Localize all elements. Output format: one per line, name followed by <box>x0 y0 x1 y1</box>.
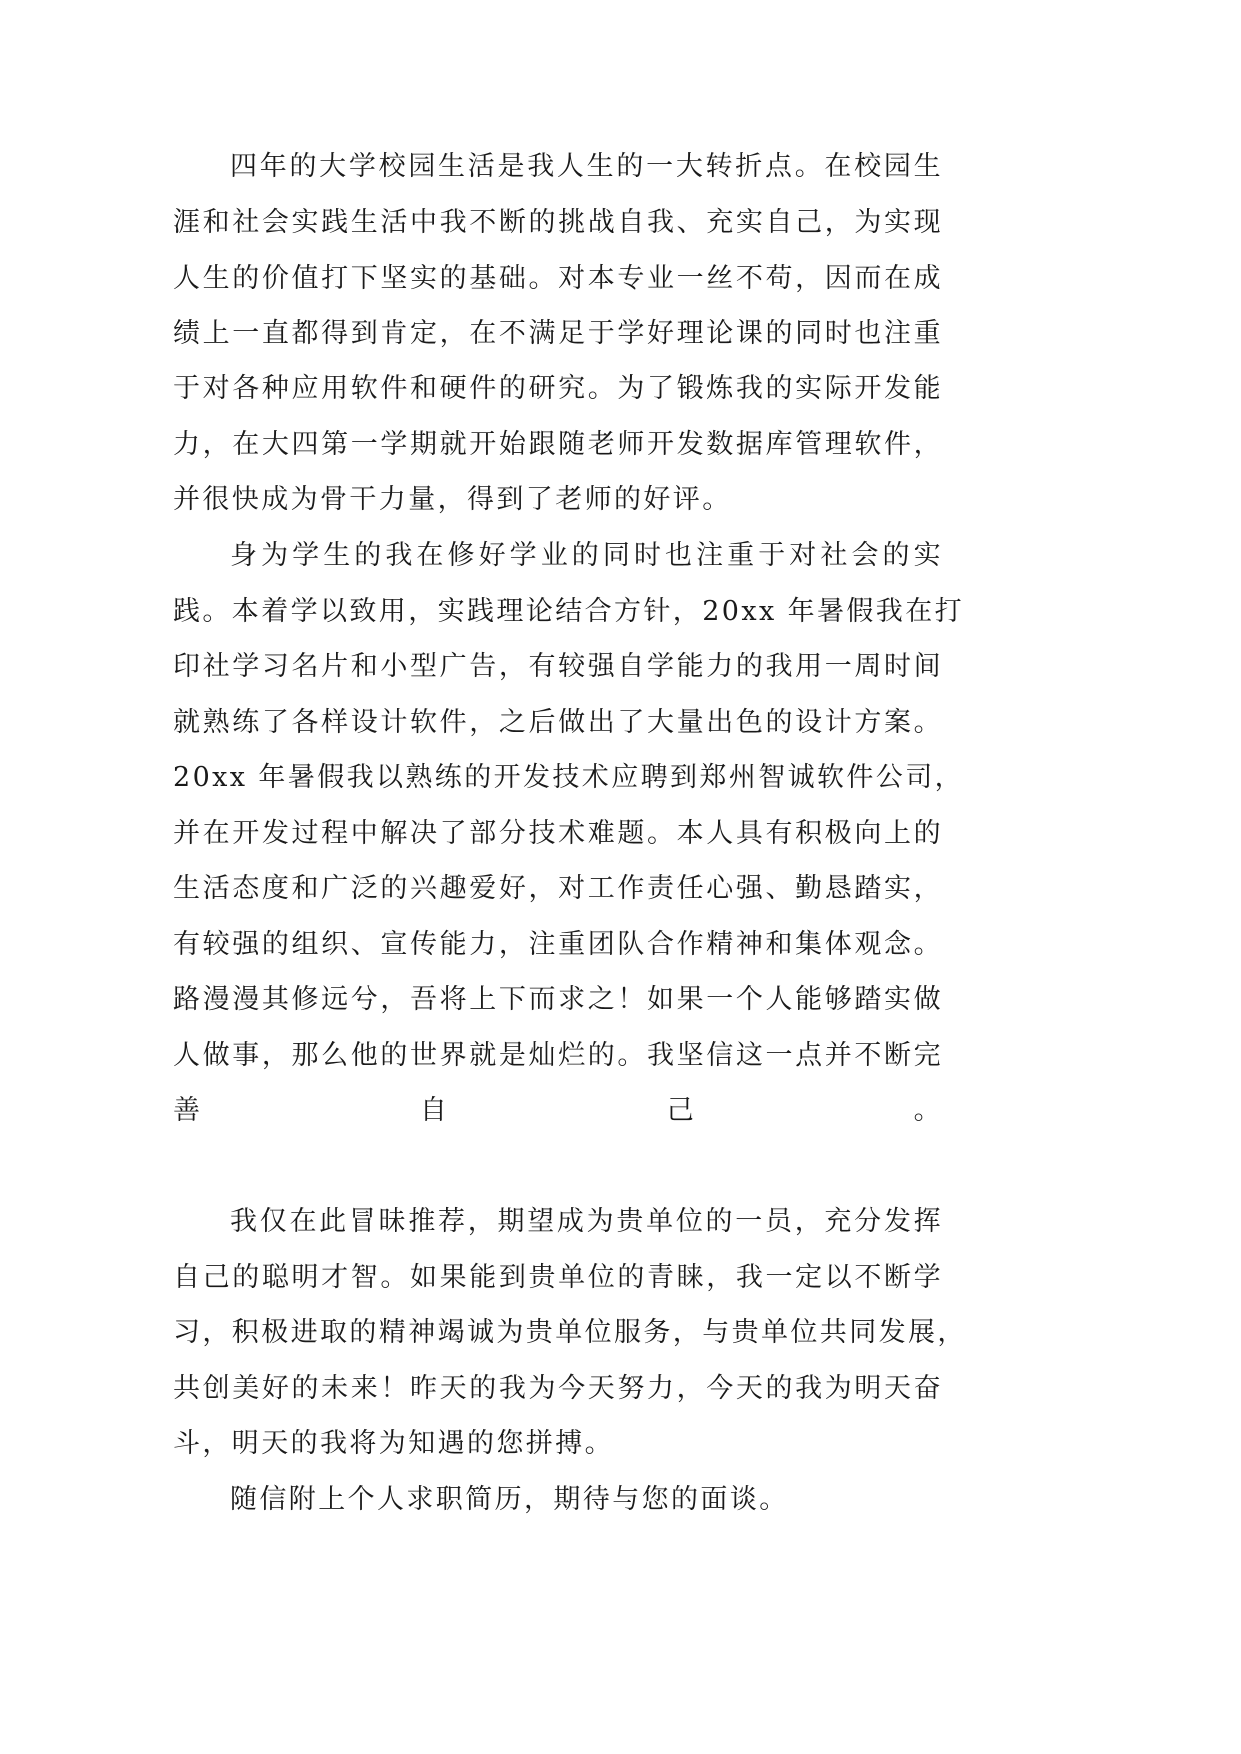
paragraph-3-line-5: 斗，明天的我将为知遇的您拼搏。 <box>173 1428 614 1459</box>
paragraph-2-line-6: 并在开发过程中解决了部分技术难题。本人具有积极向上的 <box>173 818 943 849</box>
paragraph-3-line-1: 我仅在此冒昧推荐，期望成为贵单位的一员，充分发挥 <box>230 1206 943 1237</box>
paragraph-1-line-3: 人生的价值打下坚实的基础。对本专业一丝不苟，因而在成 <box>173 263 943 294</box>
paragraph-1-line-7: 并很快成为骨干力量，得到了老师的好评。 <box>173 484 732 515</box>
paragraph-2-line-10: 人做事，那么他的世界就是灿烂的。我坚信这一点并不断完 <box>173 1040 943 1071</box>
paragraph-2-line-5: 20xx 年暑假我以熟练的开发技术应聘到郑州智诚软件公司， <box>173 762 964 793</box>
paragraph-2-line-2: 践。本着学以致用，实践理论结合方针，20xx 年暑假我在打 <box>173 596 964 627</box>
paragraph-1-line-2: 涯和社会实践生活中我不断的挑战自我、充实自己，为实现 <box>173 207 943 238</box>
paragraph-2-line-3: 印社学习名片和小型广告，有较强自学能力的我用一周时间 <box>173 651 943 682</box>
paragraph-2-line-11: 善自己。 <box>173 1095 943 1126</box>
paragraph-3-line-2: 自己的聪明才智。如果能到贵单位的青睐，我一定以不断学 <box>173 1262 943 1293</box>
paragraph-2-line-1: 身为学生的我在修好学业的同时也注重于对社会的实 <box>230 540 943 571</box>
paragraph-4-line-1: 随信附上个人求职简历，期待与您的面谈。 <box>230 1484 789 1515</box>
paragraph-3-line-3: 习，积极进取的精神竭诚为贵单位服务，与贵单位共同发展， <box>173 1317 967 1348</box>
paragraph-2-line-12 <box>173 1147 943 1187</box>
paragraph-1-line-1: 四年的大学校园生活是我人生的一大转折点。在校园生 <box>230 151 943 182</box>
paragraph-2-line-9: 路漫漫其修远兮，吾将上下而求之！如果一个人能够踏实做 <box>173 984 943 1015</box>
paragraph-2-line-8: 有较强的组织、宣传能力，注重团队合作精神和集体观念。 <box>173 929 943 960</box>
paragraph-3-line-4: 共创美好的未来！昨天的我为今天努力，今天的我为明天奋 <box>173 1373 943 1404</box>
paragraph-1-line-4: 绩上一直都得到肯定，在不满足于学好理论课的同时也注重 <box>173 318 943 349</box>
paragraph-2-line-7: 生活态度和广泛的兴趣爱好，对工作责任心强、勤恳踏实， <box>173 873 943 904</box>
paragraph-1-line-5: 于对各种应用软件和硬件的研究。为了锻炼我的实际开发能 <box>173 373 943 404</box>
paragraph-2-line-4: 就熟练了各样设计软件，之后做出了大量出色的设计方案。 <box>173 707 943 738</box>
paragraph-1-line-6: 力，在大四第一学期就开始跟随老师开发数据库管理软件， <box>173 429 943 460</box>
